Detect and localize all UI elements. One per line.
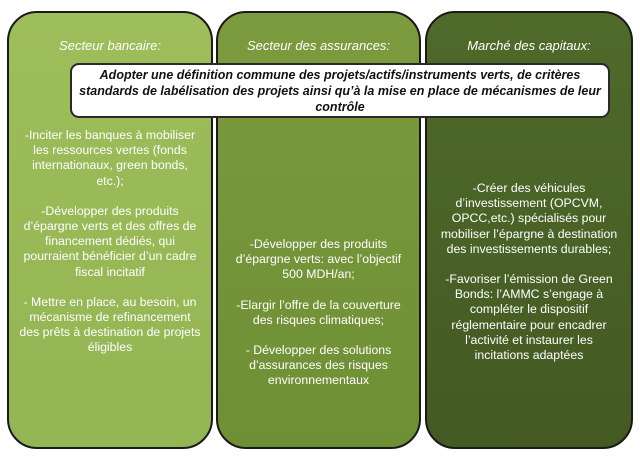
column-body [228,237,409,404]
common-objective-banner: Adopter une définition commune des projets/actifs/instruments verts, de critères standards de labélisation des projets ainsi qu’à la mise en place de mécanismes de leur contrôle [70,63,610,118]
list-item: -Inciter les banques à mobiliser les ressources vertes (fonds internationaux, green bonds, etc.); [24,128,196,188]
list-item: - Développer des solutions d’assurances des risques environnementaux [245,343,392,388]
list-item: -Elargir l’offre de la couverture des risques climatiques; [236,297,401,327]
list-item: -Favoriser l’émission de Green Bonds: l’AMMC s’engage à compléter le dispositif réglementaire pour encadrer l’activité et instaurer les incitations adaptées [445,272,613,363]
column-body [437,181,621,378]
column-body [19,128,201,371]
column-title: Secteur des assurances: [246,38,391,53]
list-item: - Mettre en place, au besoin, un mécanisme de refinancement des prêts à destination de projets éligibles [19,294,201,355]
column-title: Marché des capitaux: [467,38,591,53]
list-item: -Développer des produits d’épargne verts et des offres de financement dédiés, qui pourraient bénéficier d’un cadre fiscal incitatif [23,203,197,279]
column-title: Secteur bancaire: [59,38,161,53]
list-item: -Développer des produits d’épargne verts: avec l’objectif 500 MDH/an; [235,237,402,282]
list-item: -Créer des véhicules d’investissement (OPCVM, OPCC,etc.) spécialisés pour mobiliser l’épargne à destination des investissements durables; [440,181,618,256]
